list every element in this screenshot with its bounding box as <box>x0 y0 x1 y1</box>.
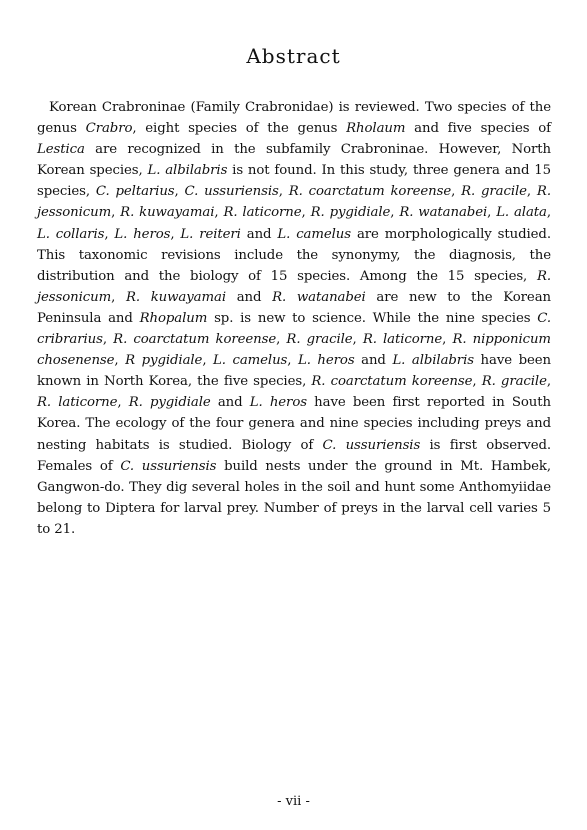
species-name: R. coarctatum koreense <box>113 332 277 348</box>
text-run: and <box>225 289 273 305</box>
species-name: C. cribrarius <box>37 310 551 348</box>
text-run: Korean Crabroninae (Family Crabronidae) is reviewed. Two species of the genus <box>37 100 551 137</box>
abstract-title: Abstract <box>246 44 341 68</box>
species-name: L. heros <box>249 395 307 411</box>
species-name: L. albilabris <box>392 353 474 369</box>
text-run: , <box>111 289 126 305</box>
text-run: , <box>117 395 129 411</box>
text-run: , <box>352 332 363 348</box>
species-name: R pygidiale <box>125 353 203 369</box>
text-run: build nests under the ground in Mt. Hambek, Gangwon-do. They dig several holes in the soil and hunt some Anthomyiidae belong to Diptera for larval prey. Number of preys in the larval cell varies 5 to 21. <box>37 458 551 537</box>
text-run: , <box>487 205 497 221</box>
species-name: L. alata <box>496 205 547 221</box>
species-name: C. ussuriensis <box>184 184 279 200</box>
text-run: , <box>170 226 181 242</box>
text-run: is first observed. Females of <box>37 437 552 474</box>
species-name: R. coarctatum koreense <box>311 374 473 390</box>
text-run: , <box>546 374 551 390</box>
species-name: L. camelus <box>213 353 288 369</box>
text-run: is not found. In this study, three genera and 15 species, <box>37 163 551 200</box>
text-run: and <box>210 395 250 411</box>
text-run: and <box>354 353 393 369</box>
species-name: R. gracile <box>481 374 547 390</box>
species-name: R. kuwayamai <box>125 289 226 305</box>
text-run: , <box>278 184 289 200</box>
species-name: R. laticorne <box>223 205 302 221</box>
species-name: Rholaum <box>346 121 406 137</box>
species-name: Crabro <box>85 121 133 137</box>
species-name: R. gracile <box>286 332 353 348</box>
species-name: Lestica <box>37 142 85 158</box>
species-name: R. nipponicum chosenense <box>37 332 551 369</box>
text-run: sp. is new to science. While the nine species <box>207 310 538 326</box>
species-name: C. ussuriensis <box>120 458 217 474</box>
text-run: , <box>276 332 287 348</box>
text-run: are new to the Korean Peninsula and <box>37 289 551 326</box>
species-name: L. camelus <box>277 226 351 242</box>
text-run: , <box>301 205 311 221</box>
species-name: R. watanabei <box>399 205 488 221</box>
abstract-paragraph <box>37 97 551 540</box>
species-name: L. collaris <box>37 226 105 242</box>
species-name: R. watanabei <box>272 289 366 305</box>
text-run: , <box>472 374 482 390</box>
species-name: L. heros <box>298 353 355 369</box>
species-name: R. gracile <box>461 184 527 200</box>
text-run: are morphologically studied. This taxonomic revisions include the synonymy, the diagnosis, the distribution and the biology of 15 species. Among the 15 species, <box>37 226 551 284</box>
page-number: - vii - <box>277 794 310 809</box>
text-run: , <box>202 353 214 369</box>
species-name: R. jessonicum <box>37 268 551 305</box>
text-run: , <box>287 353 298 369</box>
text-run: and <box>240 226 278 242</box>
text-run: are recognized in the subfamily Crabroninae. However, North Korean species, <box>37 142 551 179</box>
species-name: R. pygidiale <box>310 205 391 221</box>
text-run: , <box>174 184 185 200</box>
text-run: , <box>214 205 224 221</box>
text-run: , <box>442 332 453 348</box>
species-name: R. jessonicum <box>37 184 551 221</box>
text-run: , <box>114 353 126 369</box>
text-run: , <box>390 205 400 221</box>
text-run: have been known in North Korea, the five species, <box>37 353 551 390</box>
text-run: have been first reported in South Korea. The ecology of the four genera and nine species including preys and nesting habitats is studied. Biology of <box>37 395 551 453</box>
text-run: and five species of <box>405 121 551 137</box>
text-run: , <box>546 205 551 221</box>
species-name: C. ussuriensis <box>322 437 421 453</box>
species-name: L. albilabris <box>147 163 228 179</box>
species-name: L. heros <box>114 226 171 242</box>
text-run: , <box>102 332 114 348</box>
species-name: R. coarctatum koreense <box>288 184 452 200</box>
text-run: , <box>451 184 462 200</box>
species-name: R. laticorne <box>362 332 443 348</box>
species-name: R. laticorne <box>37 395 118 411</box>
species-name: Rhopalum <box>139 310 208 326</box>
species-name: L. reiteri <box>180 226 241 242</box>
text-run: , <box>111 205 121 221</box>
text-run: , eight species of the genus <box>132 121 347 137</box>
species-name: R. pygidiale <box>128 395 211 411</box>
text-run: , <box>104 226 115 242</box>
species-name: R. kuwayamai <box>120 205 215 221</box>
species-name: C. peltarius <box>95 184 175 200</box>
text-run: , <box>526 184 537 200</box>
